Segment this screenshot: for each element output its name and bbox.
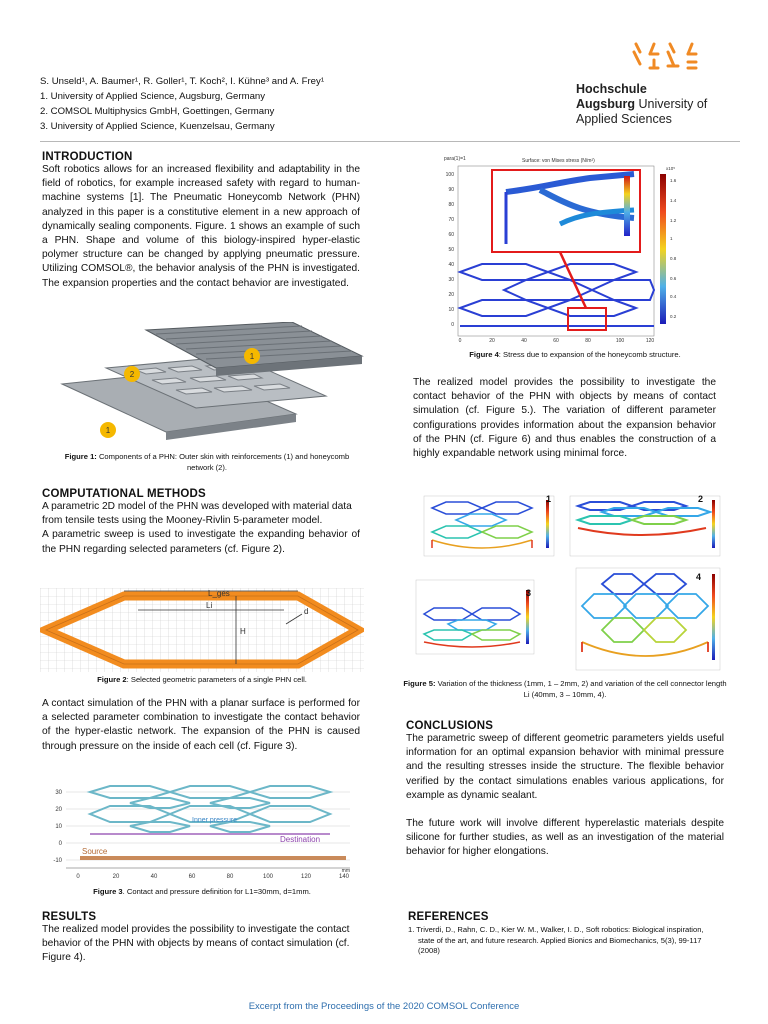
fig4-scale-1.2: 1.2 bbox=[670, 218, 677, 223]
logo-line-2: University of bbox=[635, 97, 708, 111]
conclusions-text-2: The future work will involve different hyperelastic materials despite silicone for further studies, as well as an investigation of the material behavior for higher elongations. bbox=[406, 818, 724, 858]
methods-text-2: A parametric sweep is used to investigate the expanding behavior of the PHN regarding selected parameters (cf. Figure 2). bbox=[42, 529, 360, 555]
fig4-xtick-80: 80 bbox=[585, 338, 591, 344]
figure-1-caption-text: Components of a PHN: Outer skin with reinforcements (1) and honeycomb network (2). bbox=[96, 452, 350, 472]
fig3-ytick-0: 0 bbox=[58, 841, 62, 847]
label-li: Li bbox=[206, 601, 213, 610]
label-destination: Destination bbox=[280, 835, 321, 844]
figure-2-caption-text: : Selected geometric parameters of a single PHN cell. bbox=[126, 675, 307, 684]
fig5-label-3: 3 bbox=[526, 588, 532, 598]
fig4-ytick-50: 50 bbox=[448, 247, 454, 253]
conclusions-heading: CONCLUSIONS bbox=[406, 720, 494, 732]
figure-3-caption-text: . Contact and pressure definition for L1=30mm, d=1mm. bbox=[122, 887, 311, 896]
figure-1-honeycomb-components bbox=[56, 322, 366, 448]
fig4-ytick-60: 60 bbox=[448, 232, 454, 238]
figure-3-caption bbox=[40, 887, 364, 898]
fig4-xtick-40: 40 bbox=[521, 338, 527, 344]
fig5-panel-2 bbox=[570, 494, 720, 556]
fig4-header-left: para(1)=1 bbox=[444, 156, 466, 162]
footer-note: Excerpt from the Proceedings of the 2020 COMSOL Conference bbox=[248, 1001, 520, 1012]
author-names: S. Unseld¹, A. Baumer¹, R. Goller¹, T. Koch², I. Kühne³ and A. Frey¹ bbox=[40, 76, 325, 87]
fig4-scale-0.2: 0.2 bbox=[670, 314, 677, 319]
university-logo-text bbox=[576, 82, 707, 127]
fig4-ytick-30: 30 bbox=[448, 277, 454, 283]
badge-2: 2 bbox=[129, 370, 135, 379]
fig4-scale-1.4: 1.4 bbox=[670, 198, 677, 203]
fig5-panel-1 bbox=[424, 494, 554, 556]
fig4-ytick-70: 70 bbox=[448, 217, 454, 223]
university-logo-mark bbox=[630, 40, 714, 74]
conclusions-section bbox=[406, 720, 724, 860]
figure-5-caption bbox=[400, 679, 730, 700]
fig3-ytick-neg10: -10 bbox=[53, 858, 62, 864]
fig3-xtick-140: 140 bbox=[338, 874, 350, 880]
fig3-xtick-40: 40 bbox=[150, 874, 158, 880]
fig3-ytick-20: 20 bbox=[55, 807, 62, 813]
label-inner-pressure: Inner pressure bbox=[192, 817, 238, 824]
fig4-ytick-0: 0 bbox=[451, 322, 454, 328]
fig4-xtick-120: 120 bbox=[645, 338, 655, 344]
fig4-xtick-100: 100 bbox=[615, 338, 625, 344]
fig3-xtick-100: 100 bbox=[262, 874, 274, 880]
fig4-ytick-10: 10 bbox=[448, 307, 454, 313]
fig4-xtick-20: 20 bbox=[489, 338, 495, 344]
fig4-scale-0.8: 0.8 bbox=[670, 256, 677, 261]
references-section bbox=[408, 911, 718, 957]
fig4-scale-0.4: 0.4 bbox=[670, 294, 677, 299]
fig3-ytick-30: 30 bbox=[55, 790, 62, 796]
fig3-x-unit: mm bbox=[341, 868, 350, 874]
figure-3-contact-definition bbox=[50, 782, 360, 886]
affiliation-1: 1. University of Applied Science, Augsburg, Germany bbox=[40, 91, 266, 102]
fig3-xtick-60: 60 bbox=[188, 874, 196, 880]
methods-heading: COMPUTATIONAL METHODS bbox=[42, 488, 206, 500]
fig4-ytick-40: 40 bbox=[448, 262, 454, 268]
fig4-xtick-0: 0 bbox=[458, 338, 462, 344]
figure-5-parameter-variations bbox=[406, 494, 722, 676]
conclusions-text-1: The parametric sweep of different geometric parameters yields useful information for an optimal expansion behavior with minimal pressure and the resulting stresses inside the structure. The flexible behavior verified by the contact simulations enables various applications, for example as dynamic sealant. bbox=[406, 733, 724, 801]
fig4-xtick-60: 60 bbox=[553, 338, 559, 344]
author-block bbox=[40, 74, 324, 134]
figure-2-caption bbox=[40, 675, 364, 686]
figure-1-label: Figure 1: bbox=[64, 452, 97, 461]
affiliation-2: 2. COMSOL Multiphysics GmbH, Goettingen, Germany bbox=[40, 106, 275, 117]
fig4-scale-0.6: 0.6 bbox=[670, 276, 677, 281]
logo-line-3: Applied Sciences bbox=[576, 112, 672, 126]
reference-item-1: 1. Triverdi, D., Rahn, C. D., Kier W. M., Walker, I. D., Soft robotics: Biological inspiration, state of the art, and future research. Applied Bionics and Biomechanics, 5(3), 99-117 (2008) bbox=[408, 925, 704, 955]
fig3-xtick-120: 120 bbox=[300, 874, 312, 880]
fig4-scale-exp: x10⁵ bbox=[666, 166, 676, 171]
label-source: Source bbox=[82, 847, 108, 856]
fig5-label-1: 1 bbox=[546, 494, 552, 504]
methods-section bbox=[42, 488, 360, 557]
fig5-panel-3 bbox=[416, 580, 534, 654]
figure-4-stress-plot bbox=[430, 152, 682, 348]
fig3-xtick-80: 80 bbox=[226, 874, 234, 880]
fig5-panel-4 bbox=[576, 568, 720, 670]
badge-1-top: 1 bbox=[249, 352, 255, 361]
affiliation-3: 3. University of Applied Science, Kuenzelsau, Germany bbox=[40, 121, 275, 132]
introduction-text: Soft robotics allows for an increased flexibility and adaptability in the field of robotics, for example increased safety with regard to human-machine systems [1]. The Pneumatic Honeycomb Network (PHN) analyzed in this paper is a constitutive element in a new approach of dynamically sealing components. Figure. 1 shows an example of such a PHN. Shape and volume of this biology-inspired hyper-elastic polymer structure can be changed by applying pneumatic pressure. Utilizing COMSOL®, the behavior analysis of the PHN is investigated. The expansion properties and the contact behavior are investigated. bbox=[42, 164, 360, 289]
fig4-scale-1: 1 bbox=[670, 236, 673, 241]
fig4-ytick-100: 100 bbox=[445, 172, 454, 178]
label-lges: L_ges bbox=[208, 589, 230, 598]
label-h: H bbox=[240, 627, 246, 636]
methods-text-3: A contact simulation of the PHN with a planar surface is performed for a selected parameter combination to investigate the contact behavior of the hyper-elastic network. The expansion of the PHN is caused through pressure on the inside of each cell (cf. Figure 3). bbox=[42, 698, 360, 752]
figure-1-caption bbox=[52, 452, 362, 473]
fig4-scale-1.6: 1.6 bbox=[670, 178, 677, 183]
figure-5-label: Figure 5: bbox=[403, 679, 436, 688]
logo-line-1: Hochschule bbox=[576, 82, 647, 96]
logo-line-2-bold: Augsburg bbox=[576, 97, 636, 111]
results-heading: RESULTS bbox=[42, 911, 97, 923]
figure-2-label: Figure 2 bbox=[97, 675, 127, 684]
fig3-xtick-0: 0 bbox=[76, 874, 80, 880]
methods-text-1: A parametric 2D model of the PHN was developed with material data from tensile tests using the Mooney-Rivlin 5-parameter model. bbox=[42, 501, 352, 527]
figure-2-cell-geometry bbox=[40, 588, 364, 672]
figure-4-caption bbox=[410, 350, 740, 361]
fig5-label-4: 4 bbox=[696, 572, 702, 582]
discussion-text: The realized model provides the possibility to investigate the contact behavior of the PHN with objects by means of contact simulation (cf. Figure 5.). The variation of different parameter configurations provides information about the expansion behavior of the PHN (cf. Figure 6) and thus enables the construction of a highly expandable network using minimal force. bbox=[413, 377, 716, 460]
figure-5-caption-text: Variation of the thickness (1mm, 1 – 2mm, 2) and variation of the cell connector length Li (40mm, 3 – 10mm, 4). bbox=[435, 679, 727, 699]
results-text: The realized model provides the possibility to investigate the contact behavior of the PHN with objects by means of contact simulation (cf. Figure 4). bbox=[42, 924, 350, 964]
badge-1-bottom: 1 bbox=[105, 426, 111, 435]
fig5-label-2: 2 bbox=[698, 494, 704, 504]
fig4-header-title: Surface: von Mises stress (N/m²) bbox=[522, 158, 595, 164]
fig3-xtick-20: 20 bbox=[112, 874, 120, 880]
fig3-ytick-10: 10 bbox=[55, 824, 62, 830]
figure-3-label: Figure 3 bbox=[93, 887, 123, 896]
results-section bbox=[42, 911, 360, 966]
fig4-ytick-20: 20 bbox=[448, 292, 454, 298]
references-heading: REFERENCES bbox=[408, 911, 489, 923]
introduction-section bbox=[42, 151, 360, 291]
introduction-heading: INTRODUCTION bbox=[42, 151, 133, 163]
fig4-ytick-90: 90 bbox=[448, 187, 454, 193]
fig4-ytick-80: 80 bbox=[448, 202, 454, 208]
figure-4-caption-text: : Stress due to expansion of the honeycomb structure. bbox=[498, 350, 681, 359]
figure-4-label: Figure 4 bbox=[469, 350, 499, 359]
header-divider bbox=[40, 141, 740, 142]
label-d: d bbox=[304, 607, 309, 616]
